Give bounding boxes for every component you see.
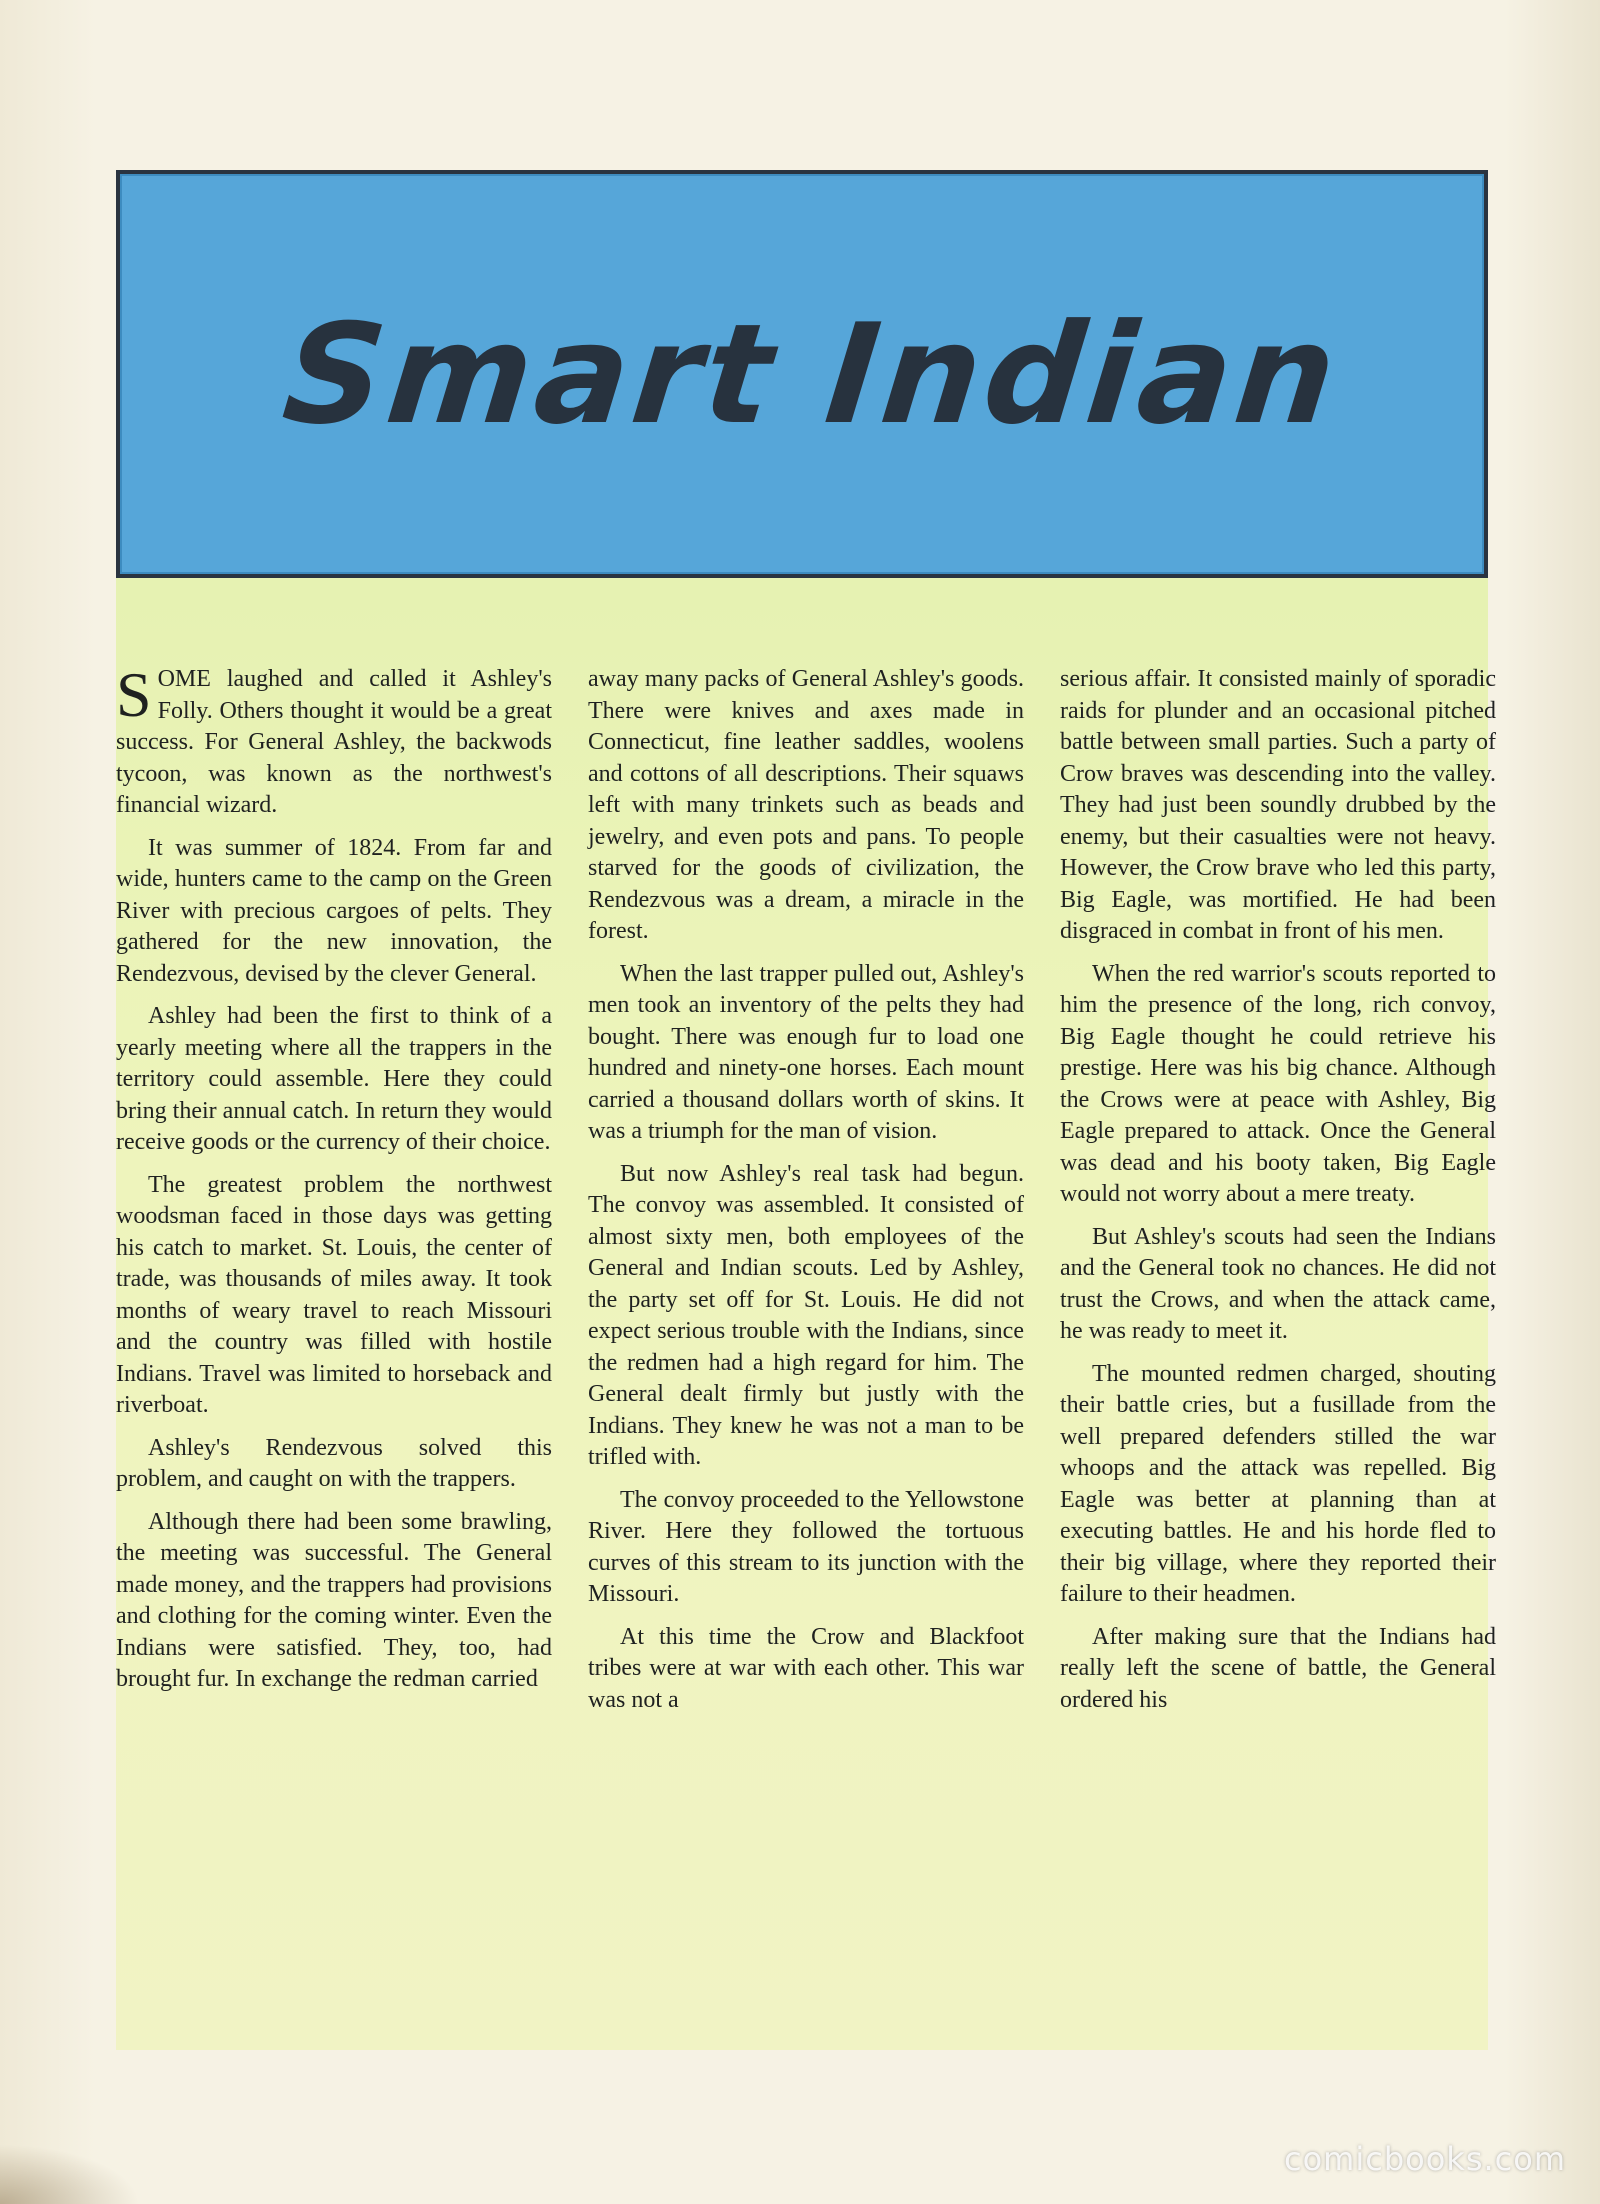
- paragraph: [116, 659, 552, 822]
- column-3: [1060, 664, 1496, 2044]
- paragraph: But now Ashley's real task had begun. The convoy was assembled. It consisted of almost sixty men, both employees of the General and Indian scouts. Led by Ashley, the party set off for St. Louis. He did not expect serious trouble with the Indians, since the redmen had a high regard for him. The General dealt firmly but justly with the Indians. They knew he was not a man to be trifled with.: [588, 1160, 1024, 1470]
- paragraph: When the red warrior's scouts reported to him the presence of the long, rich convoy, Big Eagle thought he could retrieve his prestige. Here was his big chance. Although the Crows were at peace with Ashley, Big Eagle prepared to attack. Once the General was dead and his booty taken, Big Eagle would not worry about a mere treaty.: [1060, 960, 1496, 1207]
- paragraph: The convoy proceeded to the Yellowstone River. Here they followed the tortuous curves of this stream to its junction with the Missouri.: [588, 1486, 1024, 1607]
- page-wear: [0, 2144, 140, 2204]
- paragraph: At this time the Crow and Blackfoot tribes were at war with each other. This war was not a: [588, 1623, 1024, 1713]
- paragraph: Ashley's Rendezvous solved this problem, and caught on with the trappers.: [116, 1434, 552, 1492]
- drop-cap: S: [116, 659, 152, 730]
- paragraph: serious affair. It consisted mainly of sporadic raids for plunder and an occasional pitched battle between small parties. Such a party of Crow braves was descending into the valley. They had just been soundly drubbed by the enemy, but their casualties were not heavy. However, the Crow brave who led this party, Big Eagle, was mortified. He had been disgraced in combat in front of his men.: [1060, 666, 1496, 944]
- article-title: Smart Indian: [276, 293, 1348, 455]
- paragraph: But Ashley's scouts had seen the Indians and the General took no chances. He did not trust the Crows, and when the attack came, he was ready to meet it.: [1060, 1223, 1496, 1344]
- column-2: [588, 664, 1024, 2044]
- paragraph: The mounted redmen charged, shouting their battle cries, but a fusillade from the well prepared defenders stilled the war whoops and the attack was repelled. Big Eagle was better at planning than at executing battles. He and his horde fled to their big village, where they reported their failure to their headmen.: [1060, 1360, 1496, 1607]
- watermark: comicbooks.com: [1283, 2140, 1566, 2178]
- column-1: [116, 659, 552, 2044]
- paragraph: The greatest problem the northwest woodsman faced in those days was getting his catch to market. St. Louis, the center of trade, was thousands of miles away. It took months of weary travel to reach Missouri and the country was filled with hostile Indians. Travel was limited to horseback and riverboat.: [116, 1171, 552, 1418]
- title-banner: [116, 170, 1488, 578]
- paragraph: It was summer of 1824. From far and wide, hunters came to the camp on the Green River with precious cargoes of pelts. They gathered for the new innovation, the Rendezvous, devised by the clever General.: [116, 834, 552, 987]
- paragraph: Ashley had been the first to think of a yearly meeting where all the trappers in the territory could assemble. Here they could bring their annual catch. In return they would receive goods or the currency of their choice.: [116, 1003, 552, 1155]
- article-body: [116, 659, 1496, 2044]
- paragraph-text: OME laughed and called it Ashley's Folly. Others thought it would be a great success. For General Ashley, the backwods tycoon, was known as the northwest's financial wizard.: [116, 666, 552, 818]
- paragraph: When the last trapper pulled out, Ashley's men took an inventory of the pelts they had bought. There was enough fur to load one hundred and ninety-one horses. Each mount carried a thousand dollars worth of skins. It was a triumph for the man of vision.: [588, 960, 1024, 1144]
- paragraph: After making sure that the Indians had really left the scene of battle, the General ordered his: [1060, 1623, 1496, 1713]
- paragraph: away many packs of General Ashley's goods. There were knives and axes made in Connecticut, fine leather saddles, woolens and cottons of all descriptions. Their squaws left with many trinkets such as beads and jewelry, and even pots and pans. To people starved for the goods of civilization, the Rendezvous was a dream, a miracle in the forest.: [588, 666, 1024, 944]
- paragraph: Although there had been some brawling, the meeting was successful. The General made money, and the trappers had provisions and clothing for the coming winter. Even the Indians were satisfied. They, too, had brought fur. In exchange the redman carried: [116, 1508, 552, 1692]
